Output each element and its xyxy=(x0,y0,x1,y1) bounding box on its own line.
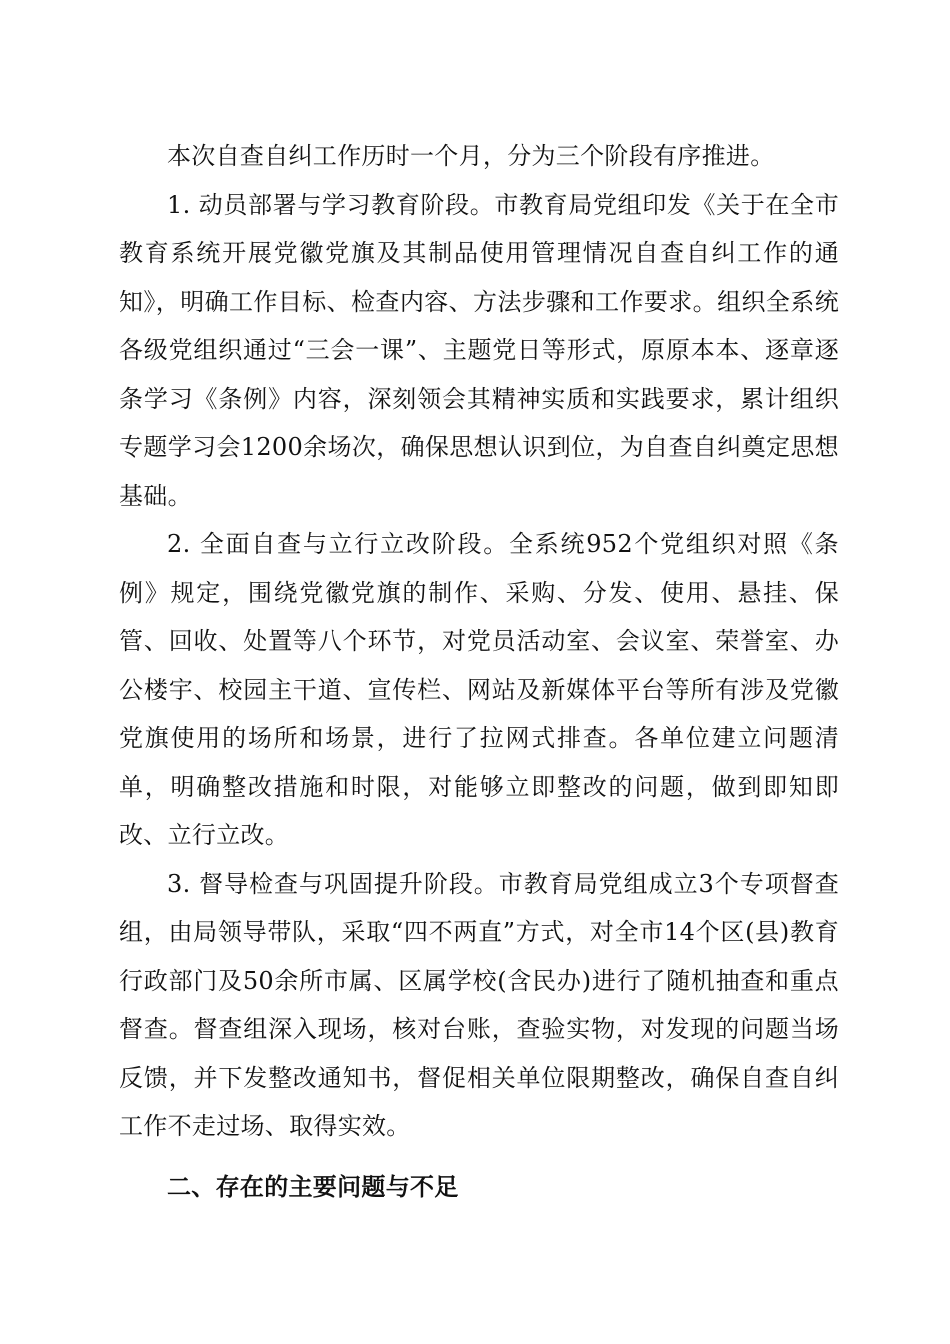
section-heading: 二、存在的主要问题与不足 xyxy=(167,1172,459,1201)
paragraph-stage-3: 3. 督导检查与巩固提升阶段。市教育局党组成立3个专项督查组，由局领导带队，采取“四不两直”方式，对全市14个区(县)教育行政部门及50余所市属、区属学校(含民办)进行了随机抽查和重点督查。督查组深入现场，核对台账，查验实物，对发现的问题当场反馈，并下发整改通知书，督促相关单位限期整改，确保自查自纠工作不走过场、取得实效。 xyxy=(119,869,839,1140)
paragraph-stage-2: 2. 全面自查与立行立改阶段。全系统952个党组织对照《条例》规定，围绕党徽党旗的制作、采购、分发、使用、悬挂、保管、回收、处置等八个环节，对党员活动室、会议室、荣誉室、办公楼宇、校园主干道、宣传栏、网站及新媒体平台等所有涉及党徽党旗使用的场所和场景，进行了拉网式排查。各单位建立问题清单，明确整改措施和时限，对能够立即整改的问题，做到即知即改、立行立改。 xyxy=(119,530,839,849)
paragraph-intro: 本次自查自纠工作历时一个月，分为三个阶段有序推进。 xyxy=(167,142,775,170)
paragraph-stage-1: 1. 动员部署与学习教育阶段。市教育局党组印发《关于在全市教育系统开展党徽党旗及其制品使用管理情况自查自纠工作的通知》，明确工作目标、检查内容、方法步骤和工作要求。组织全系统各级党组织通过“三会一课”、主题党日等形式，原原本本、逐章逐条学习《条例》内容，深刻领会其精神实质和实践要求，累计组织专题学习会1200余场次，确保思想认识到位，为自查自纠奠定思想基础。 xyxy=(119,190,839,510)
document-body xyxy=(119,132,839,1211)
